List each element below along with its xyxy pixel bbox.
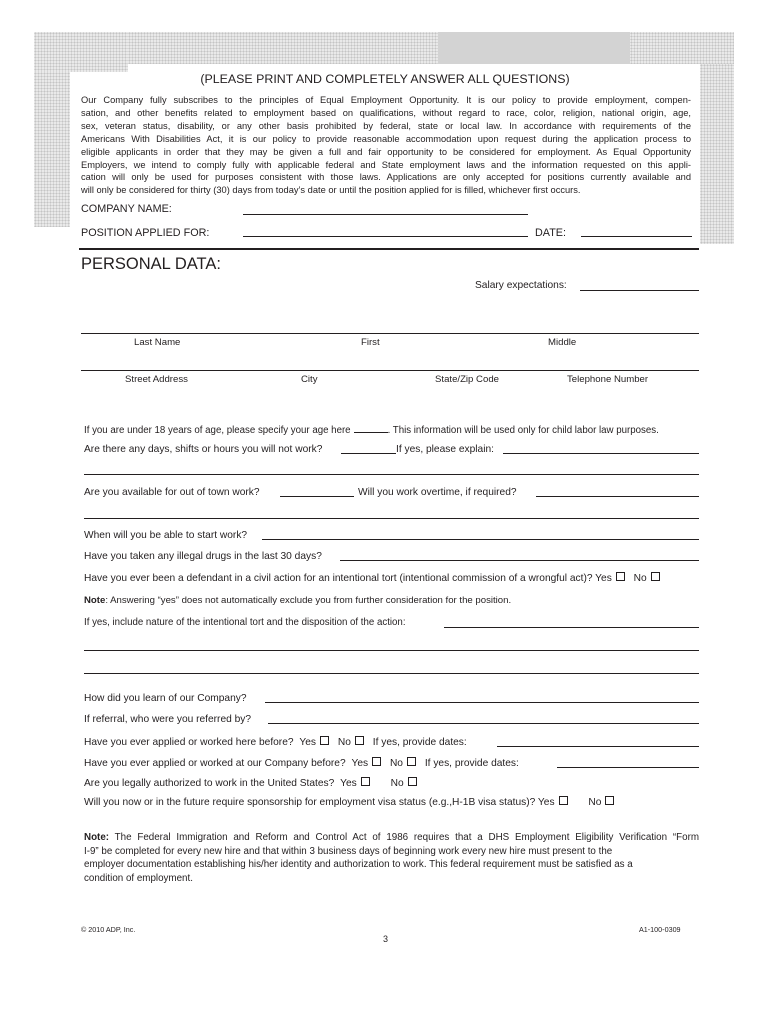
eeo-line: sation, and other benefits related to employment based on qualifications, without regard to race, color, religion, national origin, age, xyxy=(81,107,691,118)
i9-note-line: employer documentation establishing his/her identity and authorization to work. This federal requirement must be satisfied as a xyxy=(84,859,633,871)
eeo-line: sex, veteran status, disability, or any other basis prohibited by federal, state or local law. In accordance with requirements of the xyxy=(81,120,691,131)
learn-question: How did you learn of our Company? xyxy=(84,693,247,704)
applied-company-dates-field[interactable] xyxy=(557,767,699,768)
first-name-label: First xyxy=(361,337,380,348)
applied-here-no-checkbox[interactable] xyxy=(355,736,364,745)
header-grey-block xyxy=(438,32,630,64)
tort-details-field-3[interactable] xyxy=(84,673,699,674)
sponsorship-question xyxy=(84,796,614,809)
applied-company-no-checkbox[interactable] xyxy=(407,757,416,766)
page-number: 3 xyxy=(383,934,389,944)
middle-name-label: Middle xyxy=(548,337,577,348)
i9-note-line xyxy=(84,831,699,845)
tort-details-field[interactable] xyxy=(444,627,699,628)
applied-here-question xyxy=(84,736,467,749)
salary-field[interactable] xyxy=(580,290,699,291)
applied-here-no-label: No xyxy=(337,737,351,748)
eeo-line: Employers, we intend to comply fully with applicable federal and State employment laws and the information requested on this appli- xyxy=(81,159,691,170)
applied-here-yes-checkbox[interactable] xyxy=(320,736,329,745)
eeo-line: will only be considered for thirty (30) days from today’s date or until the position applied for is filled, whichever first occurs. xyxy=(81,185,581,196)
out-of-town-field[interactable] xyxy=(280,496,354,497)
side-pattern-left xyxy=(34,72,70,227)
tort-details-field-2[interactable] xyxy=(84,650,699,651)
age-question xyxy=(84,424,659,437)
drugs-field[interactable] xyxy=(340,560,699,561)
tort-question xyxy=(84,572,660,585)
copyright: © 2010 ADP, Inc. xyxy=(81,925,136,934)
i9-note-line: condition of employment. xyxy=(84,873,193,885)
applied-here-text: Have you ever applied or worked here before? xyxy=(84,737,294,748)
age-question-note: . This information will be used only for child labor law purposes. xyxy=(387,425,659,436)
date-field[interactable] xyxy=(581,236,692,237)
start-question: When will you be able to start work? xyxy=(84,530,248,541)
days-question: Are there any days, shifts or hours you will not work? xyxy=(84,444,323,455)
eeo-line: eligible applicants in order that they may be given a full and fair opportunity to be considered for employment. As Equal Opportunity xyxy=(81,146,691,157)
section-divider xyxy=(79,248,699,250)
out-of-town-field-2[interactable] xyxy=(84,518,699,519)
referral-question: If referral, who were you referred by? xyxy=(84,714,252,725)
state-zip-label: State/Zip Code xyxy=(435,374,499,385)
eeo-line: cation will only be used for purposes consistent with those laws. Applications are only accepted for positions currently available and xyxy=(81,172,691,183)
i9-note-line: I-9” be completed for every new hire and that within 3 business days of beginning work every new hire must present to the xyxy=(84,845,613,857)
salary-label: Salary expectations: xyxy=(475,280,567,291)
tort-yes-checkbox[interactable] xyxy=(616,572,625,581)
drugs-question: Have you taken any illegal drugs in the last 30 days? xyxy=(84,551,322,562)
applied-here-dates-label: If yes, provide dates: xyxy=(372,737,467,748)
age-question-text: If you are under 18 years of age, please specify your age here xyxy=(84,425,351,436)
last-name-label: Last Name xyxy=(134,337,181,348)
date-label: DATE: xyxy=(535,227,566,239)
address-field[interactable] xyxy=(81,370,699,371)
out-of-town-question: Are you available for out of town work? xyxy=(84,487,260,498)
city-label: City xyxy=(301,374,318,385)
overtime-field[interactable] xyxy=(536,496,699,497)
name-field[interactable] xyxy=(81,333,699,334)
side-pattern-right xyxy=(700,64,734,244)
applied-company-dates-label: If yes, provide dates: xyxy=(424,758,519,769)
start-field[interactable] xyxy=(262,539,699,540)
sponsorship-yes-checkbox[interactable] xyxy=(559,796,568,805)
note-text: : Answering “yes” does not automatically exclude you from further consideration for the position. xyxy=(105,595,512,606)
note xyxy=(84,595,511,607)
authorized-yes-label: Yes xyxy=(340,778,357,789)
tort-no-label: No xyxy=(633,573,647,584)
sponsorship-no-checkbox[interactable] xyxy=(605,796,614,805)
authorized-question xyxy=(84,777,417,790)
authorized-text: Are you legally authorized to work in the United States? xyxy=(84,778,335,789)
days-explain-field-2[interactable] xyxy=(84,474,699,475)
sponsorship-text: Will you now or in the future require sponsorship for employment visa status (e.g.,H-1B visa status)? Yes xyxy=(84,797,555,808)
position-label: POSITION APPLIED FOR: xyxy=(81,227,210,239)
eeo-line: Americans With Disabilities Act, it is our policy to provide reasonable accommodation upon request during the application process to xyxy=(81,133,691,144)
applied-company-yes-label: Yes xyxy=(351,758,369,769)
form-code: A1-100-0309 xyxy=(639,925,681,934)
i9-note-text: The Federal Immigration and Reform and Control Act of 1986 requires that a DHS Employment Eligibility Verification “Form xyxy=(109,832,699,843)
note-label: Note xyxy=(84,595,106,606)
days-field[interactable] xyxy=(341,453,396,454)
i9-note xyxy=(84,831,699,886)
age-field[interactable] xyxy=(354,424,388,433)
authorized-no-checkbox[interactable] xyxy=(408,777,417,786)
position-field[interactable] xyxy=(243,236,528,237)
sponsorship-no-label: No xyxy=(588,797,602,808)
authorized-yes-checkbox[interactable] xyxy=(361,777,370,786)
referral-field[interactable] xyxy=(268,723,699,724)
applied-here-yes-label: Yes xyxy=(299,737,317,748)
days-explain-label: If yes, please explain: xyxy=(396,444,494,455)
applied-company-no-label: No xyxy=(389,758,403,769)
applied-company-text: Have you ever applied or worked at our Company before? xyxy=(84,758,346,769)
company-name-label: COMPANY NAME: xyxy=(81,203,172,215)
telephone-label: Telephone Number xyxy=(567,374,649,385)
overtime-question: Will you work overtime, if required? xyxy=(358,487,517,498)
applied-company-question xyxy=(84,757,519,770)
i9-note-label: Note: xyxy=(84,832,110,843)
applied-company-yes-checkbox[interactable] xyxy=(372,757,381,766)
company-name-field[interactable] xyxy=(243,214,528,215)
authorized-no-label: No xyxy=(390,778,404,789)
form-title: (PLEASE PRINT AND COMPLETELY ANSWER ALL QUESTIONS) xyxy=(200,72,570,86)
tort-question-text: Have you ever been a defendant in a civil action for an intentional tort (intentional commission of a wrongful act)? Yes xyxy=(84,573,612,584)
section-heading: PERSONAL DATA: xyxy=(81,255,221,273)
tort-details-question: If yes, include nature of the intentional tort and the disposition of the action: xyxy=(84,617,406,628)
learn-field[interactable] xyxy=(265,702,699,703)
header-pattern-center xyxy=(128,32,438,64)
applied-here-dates-field[interactable] xyxy=(497,746,699,747)
header-pattern-left xyxy=(34,32,128,72)
eeo-line: Our Company fully subscribes to the principles of Equal Employment Opportunity. It is our policy to provide employment, compen- xyxy=(81,95,691,105)
eeo-statement xyxy=(81,94,691,197)
header-pattern-right xyxy=(630,32,734,64)
days-explain-field[interactable] xyxy=(503,453,699,454)
street-address-label: Street Address xyxy=(125,374,188,385)
tort-no-checkbox[interactable] xyxy=(651,572,660,581)
